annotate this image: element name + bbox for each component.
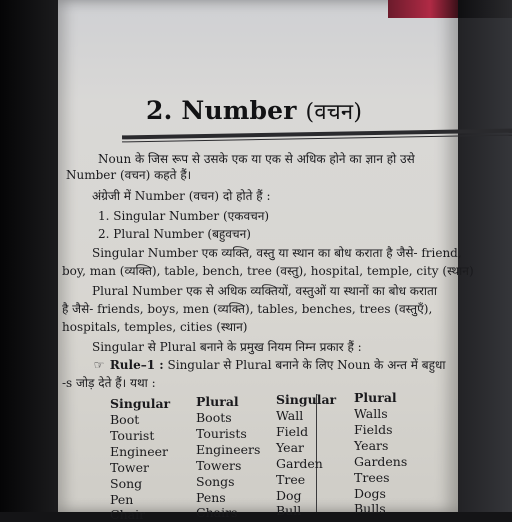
chapter-title [146, 96, 446, 126]
red-bookmark [388, 0, 458, 18]
left-plural-cell: Engineers [196, 442, 261, 457]
right-singular-cell: Field [276, 424, 309, 439]
right-plural-cell: Walls [354, 406, 388, 421]
right-singular-cell: Bull [276, 503, 302, 518]
rule-1-label: Rule–1 : [109, 358, 164, 372]
intro-line-2: Number (वचन) कहते हैं। [66, 168, 192, 182]
plural-line-1: Plural Number एक से अधिक व्यक्तियों, वस्तुओं या स्थानों का बोध कराता [92, 284, 437, 298]
left-plural-cell: Songs [196, 474, 235, 489]
type-2: 2. Plural Number (बहुवचन) [98, 227, 251, 241]
left-plural-cell: Towers [196, 458, 242, 473]
rule-1-line [92, 358, 445, 372]
left-plural-cell: Tourists [196, 426, 247, 441]
right-plural-cell: Years [354, 438, 389, 453]
right-singular-header: Singular [276, 392, 337, 407]
right-plural-cell: Gardens [354, 454, 408, 469]
right-singular-cell: Tree [276, 472, 306, 487]
right-plural-cell: Trees [354, 470, 390, 485]
left-plural-cell: Chairs [196, 505, 238, 520]
plural-line-2: है जैसे- friends, boys, men (व्यक्ति), tables, benches, trees (वस्तुएँ), [62, 302, 433, 316]
rules-intro: Singular से Plural बनाने के प्रमुख नियम निम्न प्रकार हैं : [92, 340, 362, 354]
left-singular-cell: Tourist [110, 428, 155, 443]
singular-line-2: boy, man (व्यक्ति), table, bench, tree (वस्तु), hospital, temple, city (स्थान) [62, 264, 474, 278]
left-singular-cell: Boot [110, 412, 140, 427]
pointing-hand-icon: ☞ [93, 358, 105, 372]
right-singular-cell: Wall [276, 408, 304, 423]
right-plural-header: Plural [354, 390, 397, 405]
types-intro: अंग्रेजी में Number (वचन) दो होते हैं : [92, 189, 271, 203]
left-singular-cell: Engineer [110, 444, 168, 459]
left-singular-cell: Pen [110, 492, 134, 507]
left-singular-cell: Chair [110, 507, 146, 522]
right-singular-cell: Dog [276, 488, 302, 503]
rule-1-line-2: -s जोड़ देते हैं। यथा : [62, 376, 156, 390]
rule-1-text: Singular से Plural बनाने के लिए Noun के अन्त में बहुधा [167, 358, 446, 372]
singular-line-1: Singular Number एक व्यक्ति, वस्तु या स्थान का बोध कराता है जैसे- friend, [92, 246, 462, 260]
left-singular-cell: Song [110, 476, 143, 491]
type-1: 1. Singular Number (एकवचन) [98, 209, 270, 223]
left-plural-cell: Boots [196, 410, 232, 425]
right-plural-cell: Fields [354, 422, 393, 437]
left-plural-header: Plural [196, 394, 239, 409]
left-plural-cell: Pens [196, 490, 226, 505]
right-plural-cell: Dogs [354, 486, 386, 501]
right-plural-cell: Bulls [354, 501, 386, 516]
column-divider [316, 394, 317, 512]
plural-line-3: hospitals, temples, cities (स्थान) [62, 320, 248, 334]
book-page [58, 0, 474, 522]
intro-line-1: Noun के जिस रूप से उसके एक या एक से अधिक होने का ज्ञान हो उसे [98, 152, 415, 166]
left-singular-cell: Tower [110, 460, 149, 475]
chapter-title-hindi: (वचन) [305, 100, 363, 125]
right-singular-cell: Garden [276, 456, 323, 471]
right-singular-cell: Year [276, 440, 304, 455]
left-shadow [0, 0, 58, 512]
left-singular-header: Singular [110, 396, 171, 411]
chapter-title-main: 2. Number [146, 96, 297, 125]
